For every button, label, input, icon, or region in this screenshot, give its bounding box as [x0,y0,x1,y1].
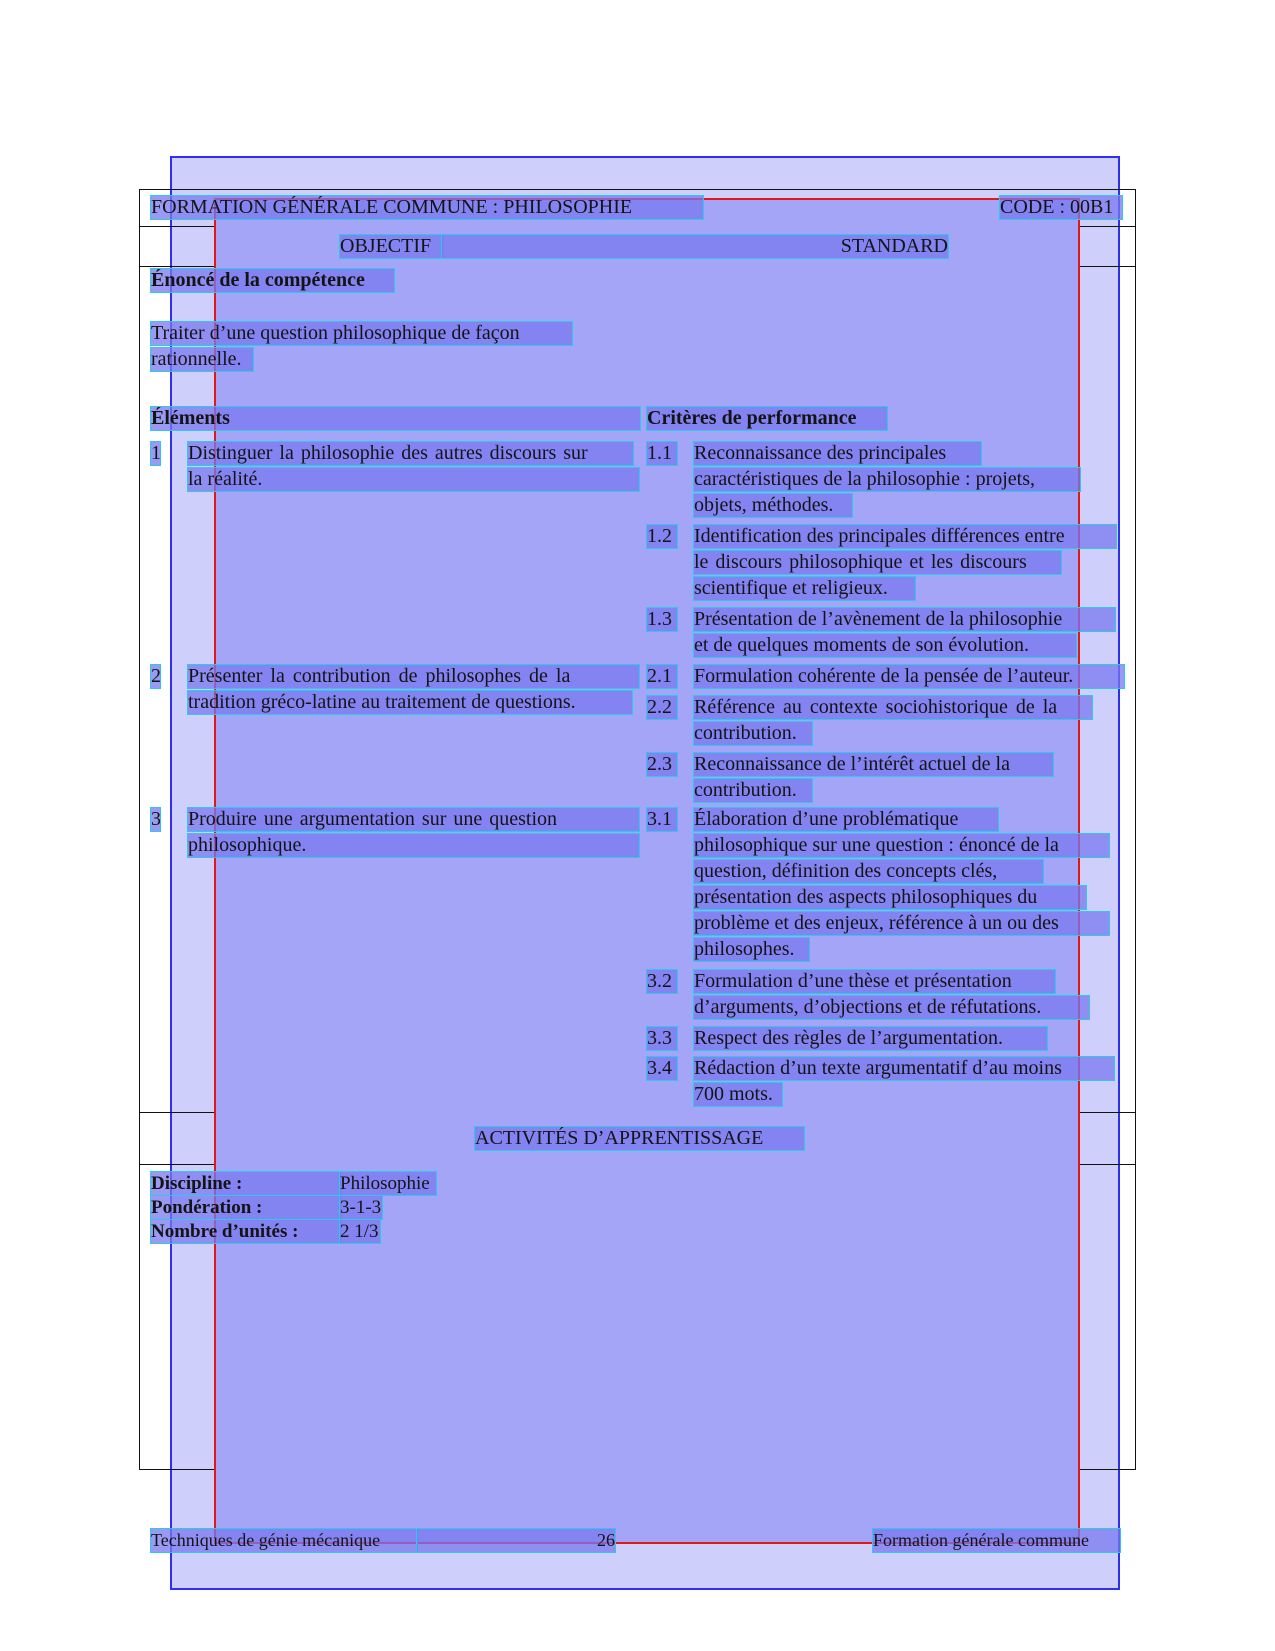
criterion-line: et de quelques moments de son évolution. [694,634,1076,657]
criterion-line: Formulation d’une thèse et présentation [694,970,1055,993]
units-value: 2 1/3 [340,1221,379,1242]
criterion-line: Référence au contexte sociohistorique de la [694,696,1092,719]
form-title: FORMATION GÉNÉRALE COMMUNE : PHILOSOPHIE [151,196,703,219]
criterion-number: 1.2 [647,525,677,548]
element-line: Produire une argumentation sur une question [188,808,639,831]
criterion-line: caractéristiques de la philosophie : projets, [694,468,1080,491]
activities-title: ACTIVITÉS D’APPRENTISSAGE [475,1127,804,1150]
criterion-line: Identification des principales différences entre [694,525,1116,548]
criterion-number: 2.1 [647,665,677,688]
footer-section: Formation générale commune [873,1529,1120,1552]
element-line: philosophique. [188,834,639,857]
units-label: Nombre d’unités : [151,1220,341,1243]
criterion-line: Formulation cohérente de la pensée de l’auteur. [694,665,1124,688]
criterion-line: Présentation de l’avènement de la philosophie [694,608,1115,631]
criterion-line: Reconnaissance de l’intérêt actuel de la [694,753,1053,776]
criterion-number: 3.1 [647,808,677,831]
column-objectif: OBJECTIF [340,235,443,258]
competence-text-1: Traiter d’une question philosophique de façon [151,322,572,345]
element-line: la réalité. [188,468,639,491]
criterion-number: 3.3 [647,1027,677,1050]
criterion-line: philosophes. [694,938,809,961]
criterion-line: Rédaction d’un texte argumentatif d’au moins [694,1057,1114,1080]
element-line: Présenter la contribution de philosophes de la [188,665,639,688]
column-standard: STANDARD [442,235,948,258]
criteria-heading: Critères de performance [647,407,887,430]
discipline-value: Philosophie [340,1172,436,1195]
footer-program: Techniques de génie mécanique [151,1529,417,1552]
elements-heading: Éléments [151,407,640,430]
criterion-line: contribution. [694,722,812,745]
element-number: 3 [151,808,161,830]
criterion-line: question, définition des concepts clés, [694,860,1043,883]
criterion-line: 700 mots. [694,1083,782,1106]
criterion-line: le discours philosophique et les discours [694,551,1061,574]
element-number: 1 [151,442,161,464]
element-line: Distinguer la philosophie des autres discours sur [188,442,633,465]
criterion-line: contribution. [694,779,812,802]
criterion-line: philosophique sur une question : énoncé de la [694,834,1109,857]
criterion-number: 1.3 [647,608,677,631]
criterion-number: 3.4 [647,1057,677,1080]
criterion-line: Élaboration d’une problématique [694,808,998,831]
element-number: 2 [151,665,161,687]
discipline-label: Discipline : [151,1172,341,1195]
criterion-number: 3.2 [647,970,677,993]
footer-page-number: 26 [417,1529,615,1552]
criterion-number: 1.1 [647,442,677,465]
criterion-number: 2.2 [647,696,677,719]
criterion-number: 2.3 [647,753,677,776]
criterion-line: objets, méthodes. [694,494,852,517]
criterion-line: problème et des enjeux, référence à un ou des [694,912,1109,935]
criterion-line: Respect des règles de l’argumentation. [694,1027,1047,1050]
criterion-line: d’arguments, d’objections et de réfutations. [694,996,1089,1019]
ponderation-label: Pondération : [151,1196,341,1219]
ponderation-value: 3-1-3 [340,1197,382,1218]
criterion-line: scientifique et religieux. [694,577,915,600]
form-code: CODE : 00B1 [1000,196,1122,219]
element-line: tradition gréco-latine au traitement de questions. [188,691,632,714]
criterion-line: Reconnaissance des principales [694,442,981,465]
competence-text-2: rationnelle. [151,348,253,371]
criterion-line: présentation des aspects philosophiques du [694,886,1086,909]
competence-label: Énoncé de la compétence [151,269,394,292]
